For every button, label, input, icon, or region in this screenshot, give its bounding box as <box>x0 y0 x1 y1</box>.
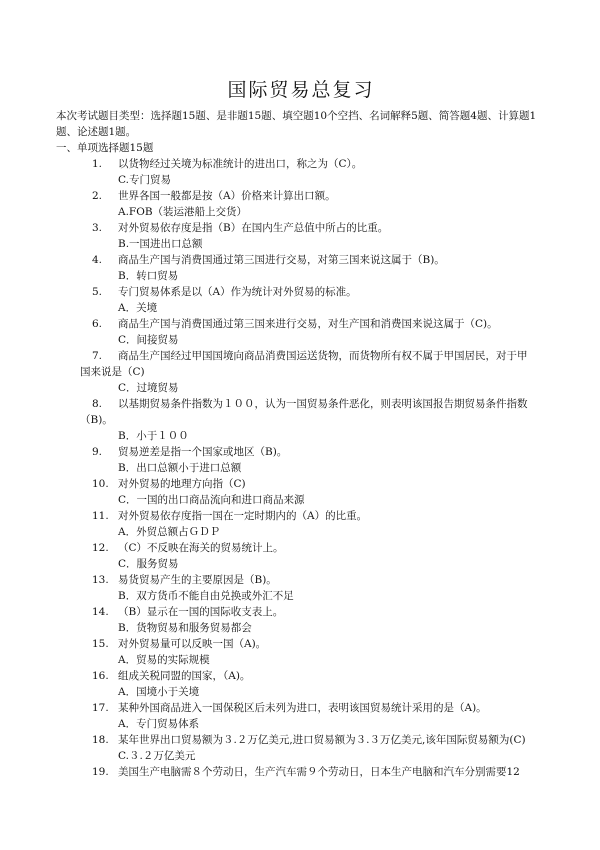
exam-intro: 本次考试题目类型：选择题15题、是非题15题、填空题10个空挡、名词解释5题、简答题4题、计算题1题、论述题1题。 <box>56 110 537 138</box>
question-number: 13. <box>92 574 109 586</box>
question-number: 6. <box>92 318 103 330</box>
question-text: 美国生产电脑需８个劳动日，生产汽车需９个劳动日，日本生产电脑和汽车分别需要12 <box>118 766 520 778</box>
question-item <box>56 668 546 700</box>
question-number: 1. <box>92 158 103 170</box>
question-number: 12. <box>92 542 109 554</box>
question-item <box>56 220 546 252</box>
question-item <box>56 156 546 188</box>
question-stem <box>56 732 546 748</box>
answer-option: C.专门贸易 <box>118 174 171 186</box>
question-number: 18. <box>92 734 109 746</box>
question-item <box>56 604 546 636</box>
answer-option: B．转口贸易 <box>118 270 179 282</box>
answer-option: A．关境 <box>118 302 158 314</box>
question-text: （C）不反映在海关的贸易统计上。 <box>118 542 284 554</box>
question-item <box>56 252 546 284</box>
question-stem <box>56 508 546 524</box>
question-stem <box>56 572 546 588</box>
question-text: （B）显示在一国的国际收支表上。 <box>118 606 284 618</box>
question-number: 5. <box>92 286 103 298</box>
question-stem <box>56 444 546 460</box>
question-item <box>56 476 546 508</box>
answer-option: B．出口总额小于进口总额 <box>118 462 242 474</box>
question-item <box>56 316 546 348</box>
question-stem <box>56 188 546 204</box>
question-number: 11. <box>92 510 109 522</box>
answer-option: A.FOB（装运港船上交货） <box>118 206 248 218</box>
question-item <box>56 396 546 444</box>
question-text: 商品生产国与消费国通过第三国来进行交易，对生产国和消费国来说这属于（C)。 <box>118 318 498 330</box>
question-stem <box>56 156 546 172</box>
answer-option: B．双方货币不能自由兑换或外汇不足 <box>118 590 294 602</box>
question-stem <box>56 540 546 556</box>
answer-option: A．外贸总额占ＧＤＰ <box>118 526 221 538</box>
question-number: 10. <box>92 478 109 490</box>
question-number: 8. <box>92 398 103 410</box>
question-number: 2. <box>92 190 103 202</box>
question-text: 专门贸易体系是以（A）作为统计对外贸易的标准。 <box>118 286 357 298</box>
question-text: 以基期贸易条件指数为１００，认为一国贸易条件恶化，则表明该国报告期贸易条件指数 <box>118 398 528 410</box>
question-item <box>56 508 546 540</box>
answer-option: B．小于１００ <box>118 430 189 442</box>
question-stem <box>56 252 546 268</box>
question-number: 4. <box>92 254 103 266</box>
question-item <box>56 348 546 396</box>
answer-option: C.３.２万亿美元 <box>118 750 196 762</box>
question-stem <box>56 636 546 652</box>
answer-option: C．过境贸易 <box>118 382 179 394</box>
question-stem <box>56 316 546 332</box>
question-text: 某年世界出口贸易额为３.２万亿美元,进口贸易额为３.３万亿美元,该年国际贸易额为(C) <box>118 734 526 746</box>
question-stem <box>56 396 546 412</box>
question-item <box>56 284 546 316</box>
question-stem <box>56 476 546 492</box>
answer-option: C．一国的出口商品流向和进口商品来源 <box>118 494 305 506</box>
question-text: 贸易逆差是指一个国家或地区（B)。 <box>118 446 288 458</box>
question-text: 商品生产国与消费国通过第三国进行交易，对第三国来说这属于（B)。 <box>118 254 445 266</box>
question-text: 组成关税同盟的国家，（A)。 <box>118 670 251 682</box>
question-text: 对外贸易的地理方向指（C) <box>118 478 246 490</box>
section-heading: 一、单项选择题15题 <box>56 142 154 154</box>
answer-option: A．专门贸易体系 <box>118 718 200 730</box>
question-text: 对外贸易量可以反映一国（A)。 <box>118 638 267 650</box>
question-item <box>56 732 546 764</box>
question-number: 9. <box>92 446 103 458</box>
question-item <box>56 188 546 220</box>
question-text: 世界各国一般都是按（A）价格来计算出口额。 <box>118 190 336 202</box>
question-number: 7. <box>92 350 103 362</box>
question-number: 19. <box>92 766 109 778</box>
question-text: 易货贸易产生的主要原因是（B)。 <box>118 574 277 586</box>
answer-option: C．服务贸易 <box>118 558 179 570</box>
question-stem <box>56 284 546 300</box>
answer-option: A．贸易的实际规模 <box>118 654 210 666</box>
question-text-continuation: 国来说是（C) <box>80 366 145 378</box>
question-text: 某种外国商品进入一国保税区后未列为进口，表明该国贸易统计采用的是（A)。 <box>118 702 487 714</box>
question-list <box>56 156 546 780</box>
page-title: 国际贸易总复习 <box>227 79 375 101</box>
question-item <box>56 636 546 668</box>
answer-option: A．国境小于关境 <box>118 686 200 698</box>
question-stem <box>56 348 546 364</box>
answer-option: C．间接贸易 <box>118 334 179 346</box>
question-text-continuation: （B)。 <box>80 414 113 426</box>
question-item <box>56 444 546 476</box>
question-item <box>56 540 546 572</box>
question-stem <box>56 764 546 780</box>
question-stem <box>56 700 546 716</box>
question-stem <box>56 604 546 620</box>
question-item <box>56 572 546 604</box>
answer-option: B.一国进出口总额 <box>118 238 203 250</box>
question-text: 对外贸易依存度指一国在一定时期内的（A）的比重。 <box>118 510 368 522</box>
answer-option: B．货物贸易和服务贸易都会 <box>118 622 252 634</box>
question-number: 3. <box>92 222 103 234</box>
question-text: 以货物经过关境为标准统计的进出口，称之为（C）。 <box>118 158 363 170</box>
question-number: 14. <box>92 606 109 618</box>
question-number: 15. <box>92 638 109 650</box>
question-text: 对外贸易依存度是指（B）在国内生产总值中所占的比重。 <box>118 222 389 234</box>
question-text: 商品生产国经过甲国国境向商品消费国运送货物，而货物所有权不属于甲国居民，对于甲 <box>118 350 528 362</box>
question-number: 17. <box>92 702 109 714</box>
question-stem <box>56 668 546 684</box>
question-item <box>56 764 546 780</box>
question-stem <box>56 220 546 236</box>
question-number: 16. <box>92 670 109 682</box>
question-item <box>56 700 546 732</box>
